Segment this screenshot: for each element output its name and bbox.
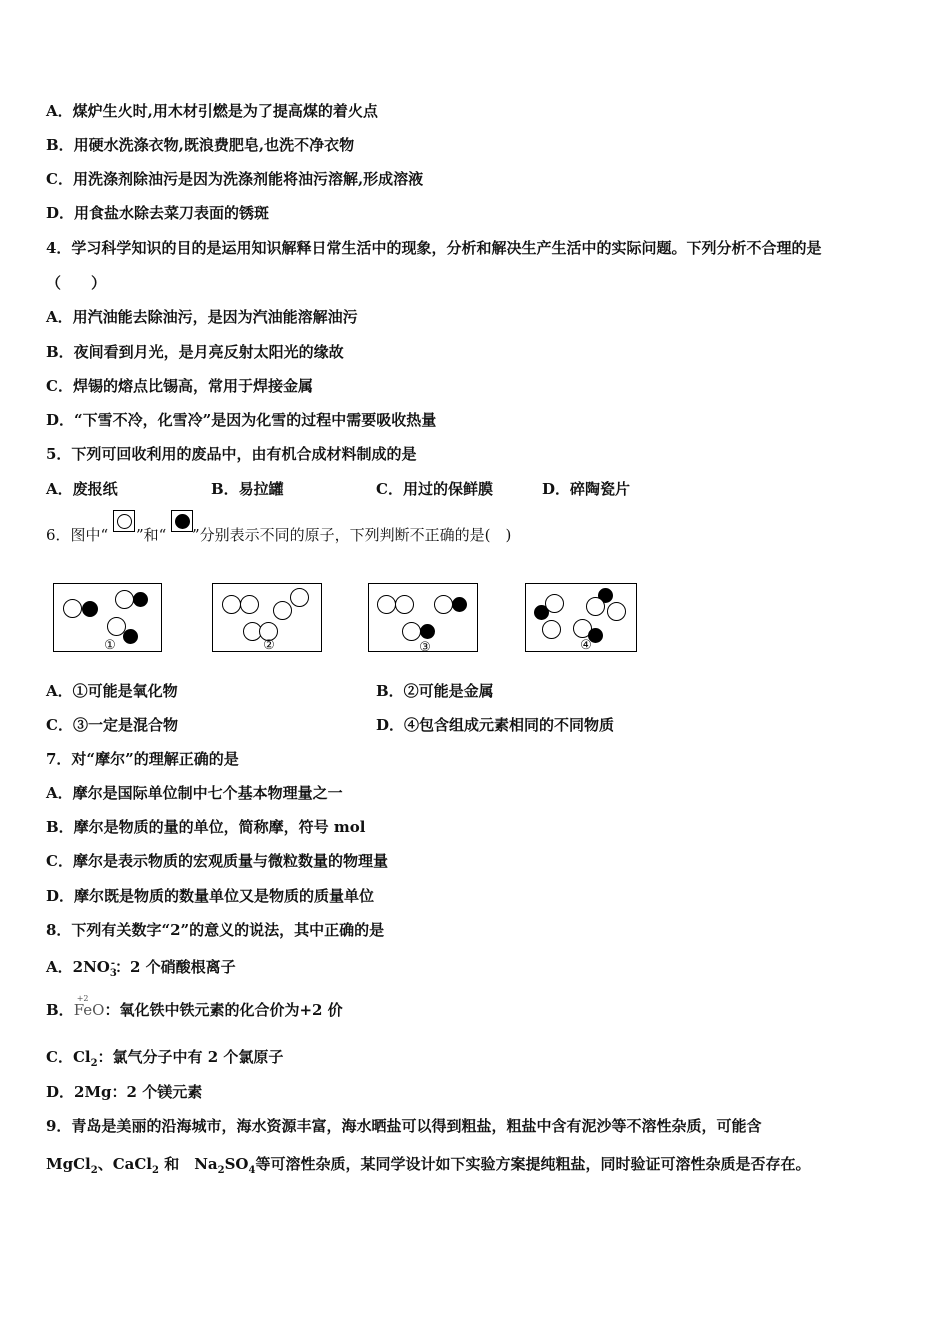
black-atom: [123, 629, 138, 644]
white-atom: [542, 620, 561, 639]
black-atom-legend: [171, 510, 193, 532]
q5-option-d: D．碎陶瓷片: [542, 480, 631, 498]
q4-option-b: B．夜间看到月光，是月亮反射太阳光的缘故: [46, 343, 344, 361]
black-atom: [452, 597, 467, 612]
q4-option-d: D．“下雪不冷，化雪冷”是因为化雪的过程中需要吸收热量: [46, 411, 437, 429]
q5-option-c: C．用过的保鲜膜: [376, 480, 493, 498]
white-atom: [240, 595, 259, 614]
q8-option-b: B． +2 FeO：氧化铁中铁元素的化合价为+2 价: [46, 994, 343, 1019]
white-atom: [273, 601, 292, 620]
diagram-2-label: ②: [263, 638, 275, 653]
q3-option-a: A．煤炉生火时,用木材引燃是为了提高煤的着火点: [46, 102, 378, 120]
q6-stem-c: ”分别表示不同的原子，下列判断不正确的是( ): [192, 526, 512, 544]
q5-option-b: B．易拉罐: [211, 480, 284, 498]
q6-option-c: C．③一定是混合物: [46, 716, 178, 734]
black-atom-icon: [175, 514, 190, 529]
q4-stem: 4．学习科学知识的目的是运用知识解释日常生活中的现象，分析和解决生产生活中的实际问题。下列分析不合理的是: [46, 239, 822, 257]
diagram-3-label: ③: [419, 640, 431, 655]
q4-option-c: C．焊锡的熔点比锡高，常用于焊接金属: [46, 377, 313, 395]
q9-line-1: 9．青岛是美丽的沿海城市，海水资源丰富，海水晒盐可以得到粗盐，粗盐中含有泥沙等不溶性杂质，可能含: [46, 1117, 762, 1135]
q9-line-2: MgCl$_2$、CaCl$_2$ 和 $Na_2SO_4$等可溶性杂质，某同学设计如下实验方案提纯粗盐，同时验证可溶性杂质是否存在。: [46, 1155, 811, 1176]
q7-option-a: A．摩尔是国际单位制中七个基本物理量之一: [46, 784, 343, 802]
q5-stem: 5．下列可回收利用的废品中，由有机合成材料制成的是: [46, 445, 417, 463]
white-atom: [434, 595, 453, 614]
q6-option-d: D．④包含组成元素相同的不同物质: [376, 716, 615, 734]
q7-option-d: D．摩尔既是物质的数量单位又是物质的质量单位: [46, 887, 375, 905]
q6-option-a: A．①可能是氧化物: [46, 682, 178, 700]
q6-stem-b: ”和“: [136, 526, 167, 544]
black-atom: [133, 592, 148, 607]
white-atom-legend: [113, 510, 135, 532]
white-atom-icon: [117, 514, 132, 529]
white-atom: [290, 588, 309, 607]
white-atom: [222, 595, 241, 614]
white-atom: [402, 622, 421, 641]
white-atom: [115, 590, 134, 609]
q7-stem: 7．对“摩尔”的理解正确的是: [46, 750, 239, 768]
q7-option-c: C．摩尔是表示物质的宏观质量与微粒数量的物理量: [46, 852, 388, 870]
q3-option-b: B．用硬水洗涤衣物,既浪费肥皂,也洗不净衣物: [46, 136, 355, 154]
white-atom: [395, 595, 414, 614]
q3-option-d: D．用食盐水除去菜刀表面的锈斑: [46, 204, 270, 222]
diagram-4-label: ④: [580, 638, 592, 653]
black-atom: [420, 624, 435, 639]
white-atom: [586, 597, 605, 616]
q4-option-a: A．用汽油能去除油污，是因为汽油能溶解油污: [46, 308, 358, 326]
diagram-1-label: ①: [104, 638, 116, 653]
q3-option-c: C．用洗涤剂除油污是因为洗涤剂能将油污溶解,形成溶液: [46, 170, 424, 188]
q8-option-d: D．2Mg：2 个镁元素: [46, 1083, 203, 1101]
q4-paren: （ ）: [46, 274, 107, 292]
white-atom: [377, 595, 396, 614]
q7-option-b: B．摩尔是物质的量的单位，简称摩，符号 mol: [46, 818, 366, 836]
white-atom: [607, 602, 626, 621]
q6-stem-a: 6．图中“: [46, 526, 109, 544]
white-atom: [63, 599, 82, 618]
q8-option-c: C．$Cl_2$：氯气分子中有 2 个氯原子: [46, 1048, 284, 1069]
q6-option-b: B．②可能是金属: [376, 682, 494, 700]
black-atom: [82, 601, 98, 617]
q8-option-a: A．$2NO_3^-$：2 个硝酸根离子: [46, 958, 236, 979]
white-atom: [545, 594, 564, 613]
q8-stem: 8．下列有关数字“2”的意义的说法，其中正确的是: [46, 921, 385, 939]
q5-option-a: A．废报纸: [46, 480, 118, 498]
